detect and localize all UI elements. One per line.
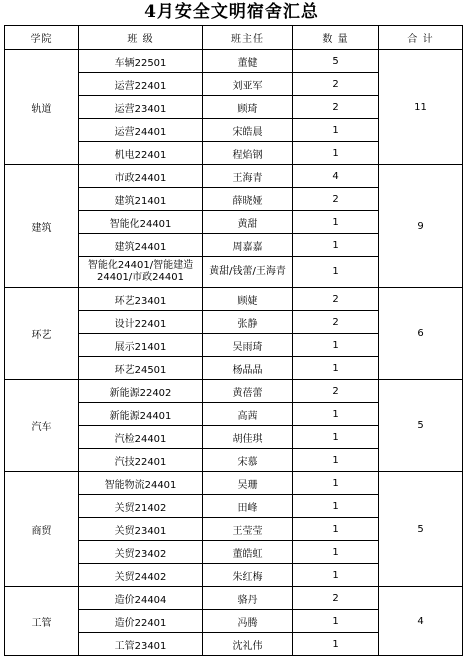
- class-cell: 工管23401: [79, 633, 203, 656]
- count-cell: 2: [293, 288, 379, 311]
- header-count: 数 量: [293, 26, 379, 50]
- class-cell: 环艺23401: [79, 288, 203, 311]
- class-cell: 关贸23401: [79, 518, 203, 541]
- table-row: [5, 472, 463, 495]
- class-cell: 智能化24401: [79, 211, 203, 234]
- class-cell: 环艺24501: [79, 357, 203, 380]
- count-cell: 2: [293, 380, 379, 403]
- class-cell: 市政24401: [79, 165, 203, 188]
- table-row: [5, 380, 463, 403]
- leader-cell: 沈礼伟: [203, 633, 293, 656]
- college-cell: 环艺: [5, 288, 79, 380]
- class-cell: 展示21401: [79, 334, 203, 357]
- page-title: 4月安全文明宿舍汇总: [144, 2, 319, 22]
- count-cell: 1: [293, 403, 379, 426]
- total-cell: 5: [379, 472, 463, 587]
- leader-cell: 田峰: [203, 495, 293, 518]
- class-cell: 智能化24401/智能建造24401/市政24401: [79, 257, 203, 288]
- class-cell: 关贸24402: [79, 564, 203, 587]
- leader-cell: 杨晶晶: [203, 357, 293, 380]
- leader-cell: 顾琦: [203, 96, 293, 119]
- count-cell: 1: [293, 357, 379, 380]
- count-cell: 1: [293, 119, 379, 142]
- count-cell: 1: [293, 564, 379, 587]
- count-cell: 2: [293, 188, 379, 211]
- dormitory-summary-table: [4, 25, 463, 656]
- count-cell: 1: [293, 472, 379, 495]
- count-cell: 1: [293, 495, 379, 518]
- leader-cell: 宋慕: [203, 449, 293, 472]
- header-row: [5, 26, 463, 50]
- leader-cell: 骆丹: [203, 587, 293, 610]
- college-cell: 建筑: [5, 165, 79, 288]
- count-cell: 2: [293, 73, 379, 96]
- header-college: 学院: [5, 26, 79, 50]
- leader-cell: 薛晓娅: [203, 188, 293, 211]
- total-cell: 11: [379, 50, 463, 165]
- table-header: [5, 26, 463, 50]
- header-total: 合 计: [379, 26, 463, 50]
- class-cell: 关贸23402: [79, 541, 203, 564]
- leader-cell: 高茜: [203, 403, 293, 426]
- college-cell: 轨道: [5, 50, 79, 165]
- table-row: [5, 50, 463, 73]
- class-cell: 关贸21402: [79, 495, 203, 518]
- leader-cell: 黄甜: [203, 211, 293, 234]
- class-cell: 运营23401: [79, 96, 203, 119]
- count-cell: 4: [293, 165, 379, 188]
- class-cell: 新能源22402: [79, 380, 203, 403]
- count-cell: 1: [293, 633, 379, 656]
- leader-cell: 王莹莹: [203, 518, 293, 541]
- class-cell: 运营24401: [79, 119, 203, 142]
- leader-cell: 董皓虹: [203, 541, 293, 564]
- class-cell: 智能物流24401: [79, 472, 203, 495]
- class-cell: 汽技22401: [79, 449, 203, 472]
- college-cell: 商贸: [5, 472, 79, 587]
- count-cell: 1: [293, 449, 379, 472]
- total-cell: 4: [379, 587, 463, 656]
- table-body: [5, 50, 463, 656]
- college-cell: 工管: [5, 587, 79, 656]
- count-cell: 5: [293, 50, 379, 73]
- count-cell: 2: [293, 587, 379, 610]
- college-cell: 汽车: [5, 380, 79, 472]
- count-cell: 2: [293, 311, 379, 334]
- leader-cell: 冯腾: [203, 610, 293, 633]
- count-cell: 1: [293, 234, 379, 257]
- leader-cell: 程焰钢: [203, 142, 293, 165]
- header-leader: 班主任: [203, 26, 293, 50]
- count-cell: 1: [293, 211, 379, 234]
- class-cell: 汽检24401: [79, 426, 203, 449]
- leader-cell: 胡佳琪: [203, 426, 293, 449]
- class-cell: 设计22401: [79, 311, 203, 334]
- class-cell: 新能源24401: [79, 403, 203, 426]
- leader-cell: 王海青: [203, 165, 293, 188]
- class-cell: 造价22401: [79, 610, 203, 633]
- leader-cell: 黄蓓蕾: [203, 380, 293, 403]
- class-cell: 建筑24401: [79, 234, 203, 257]
- total-cell: 6: [379, 288, 463, 380]
- leader-cell: 宋皓晨: [203, 119, 293, 142]
- total-cell: 9: [379, 165, 463, 288]
- class-cell: 车辆22501: [79, 50, 203, 73]
- class-cell: 建筑21401: [79, 188, 203, 211]
- leader-cell: 周嘉嘉: [203, 234, 293, 257]
- leader-cell: 朱红梅: [203, 564, 293, 587]
- count-cell: 1: [293, 518, 379, 541]
- count-cell: 2: [293, 96, 379, 119]
- leader-cell: 董健: [203, 50, 293, 73]
- class-cell: 造价24404: [79, 587, 203, 610]
- leader-cell: 刘亚军: [203, 73, 293, 96]
- table-row: [5, 288, 463, 311]
- table-row: [5, 587, 463, 610]
- leader-cell: 吴珊: [203, 472, 293, 495]
- count-cell: 1: [293, 541, 379, 564]
- count-cell: 1: [293, 334, 379, 357]
- count-cell: 1: [293, 610, 379, 633]
- total-cell: 5: [379, 380, 463, 472]
- leader-cell: 张静: [203, 311, 293, 334]
- leader-cell: 吴雨琦: [203, 334, 293, 357]
- leader-cell: 顾婕: [203, 288, 293, 311]
- class-cell: 运营22401: [79, 73, 203, 96]
- class-cell: 机电22401: [79, 142, 203, 165]
- count-cell: 1: [293, 142, 379, 165]
- count-cell: 1: [293, 426, 379, 449]
- table-row: [5, 165, 463, 188]
- header-class: 班 级: [79, 26, 203, 50]
- leader-cell: 黄甜/钱蕾/王海青: [203, 257, 293, 288]
- count-cell: 1: [293, 257, 379, 288]
